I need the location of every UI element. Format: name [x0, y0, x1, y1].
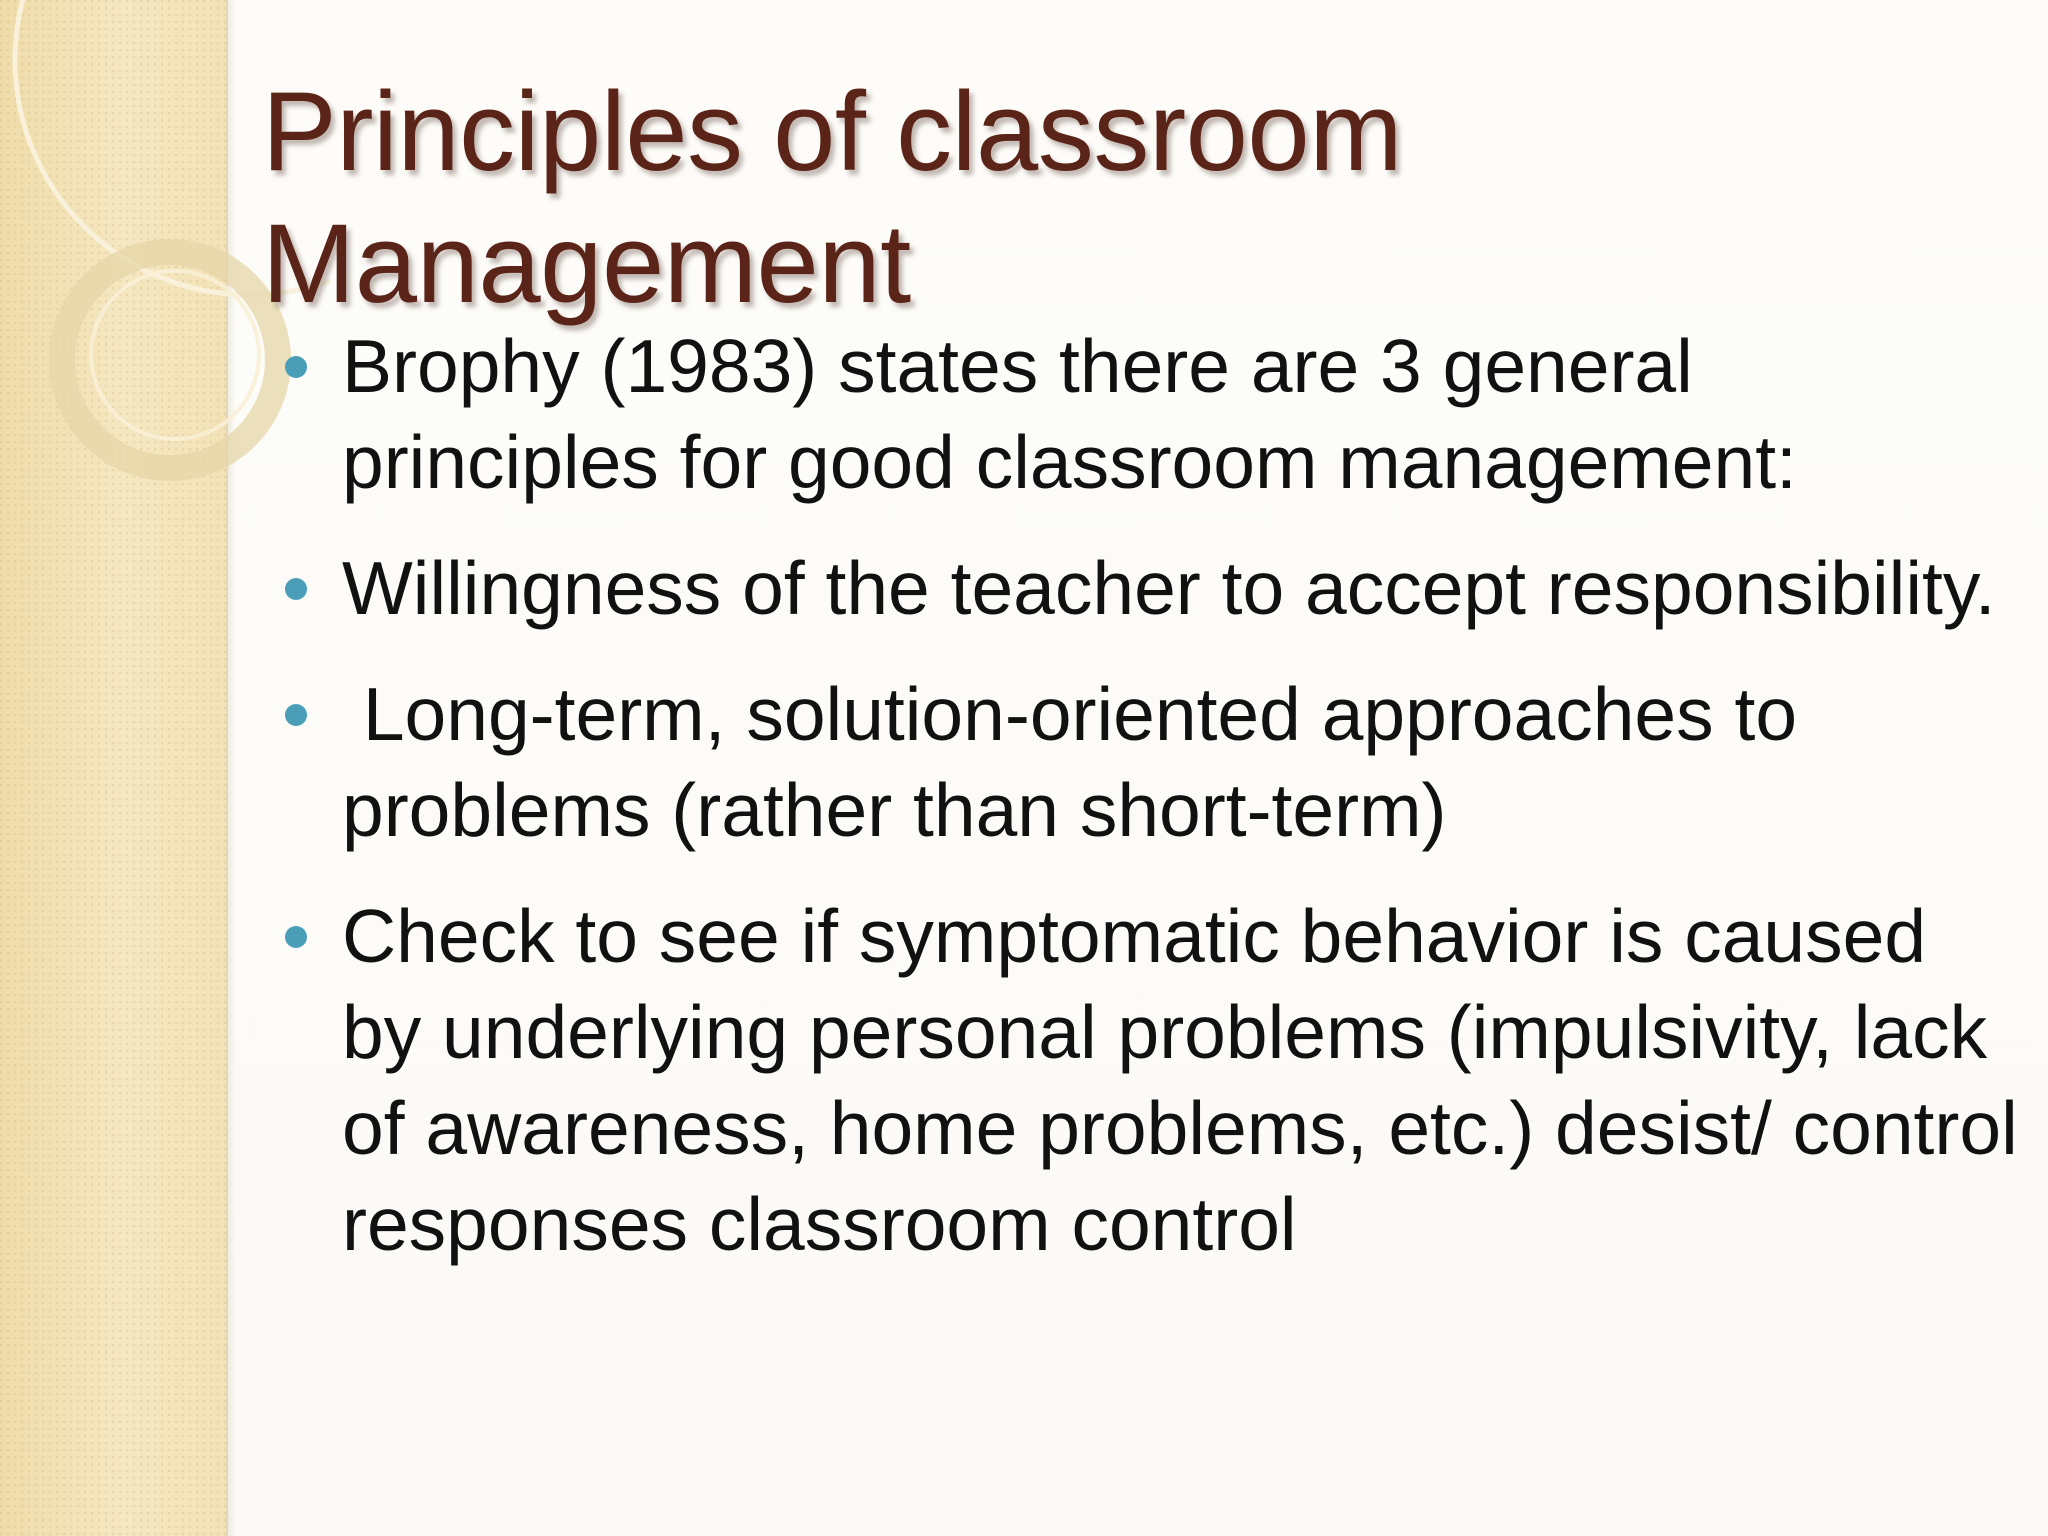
bullet-text: Brophy (1983) states there are 3 general principles for good classroom management: [342, 324, 1797, 504]
bullet-dot-icon [285, 578, 307, 600]
bullet-item [282, 318, 2022, 510]
bullet-text: Check to see if symptomatic behavior is caused by underlying personal problems (impulsivity, lack of awareness, home problems, etc.) desist/ control responses classroom control [342, 894, 2018, 1266]
bullet-list [282, 318, 2022, 1302]
bullet-item [282, 888, 2022, 1272]
bullet-text: Willingness of the teacher to accept responsibility. [342, 546, 1996, 630]
bullet-dot-icon [285, 356, 307, 378]
bullet-text: Long-term, solution-oriented approaches to problems (rather than short-term) [342, 672, 1798, 852]
bullet-item [282, 666, 2022, 858]
bullet-dot-icon [285, 704, 307, 726]
bullet-item [282, 540, 2022, 636]
side-texture-band [0, 0, 228, 1536]
slide-title: Principles of classroom Management [262, 69, 1402, 326]
bullet-dot-icon [285, 926, 307, 948]
